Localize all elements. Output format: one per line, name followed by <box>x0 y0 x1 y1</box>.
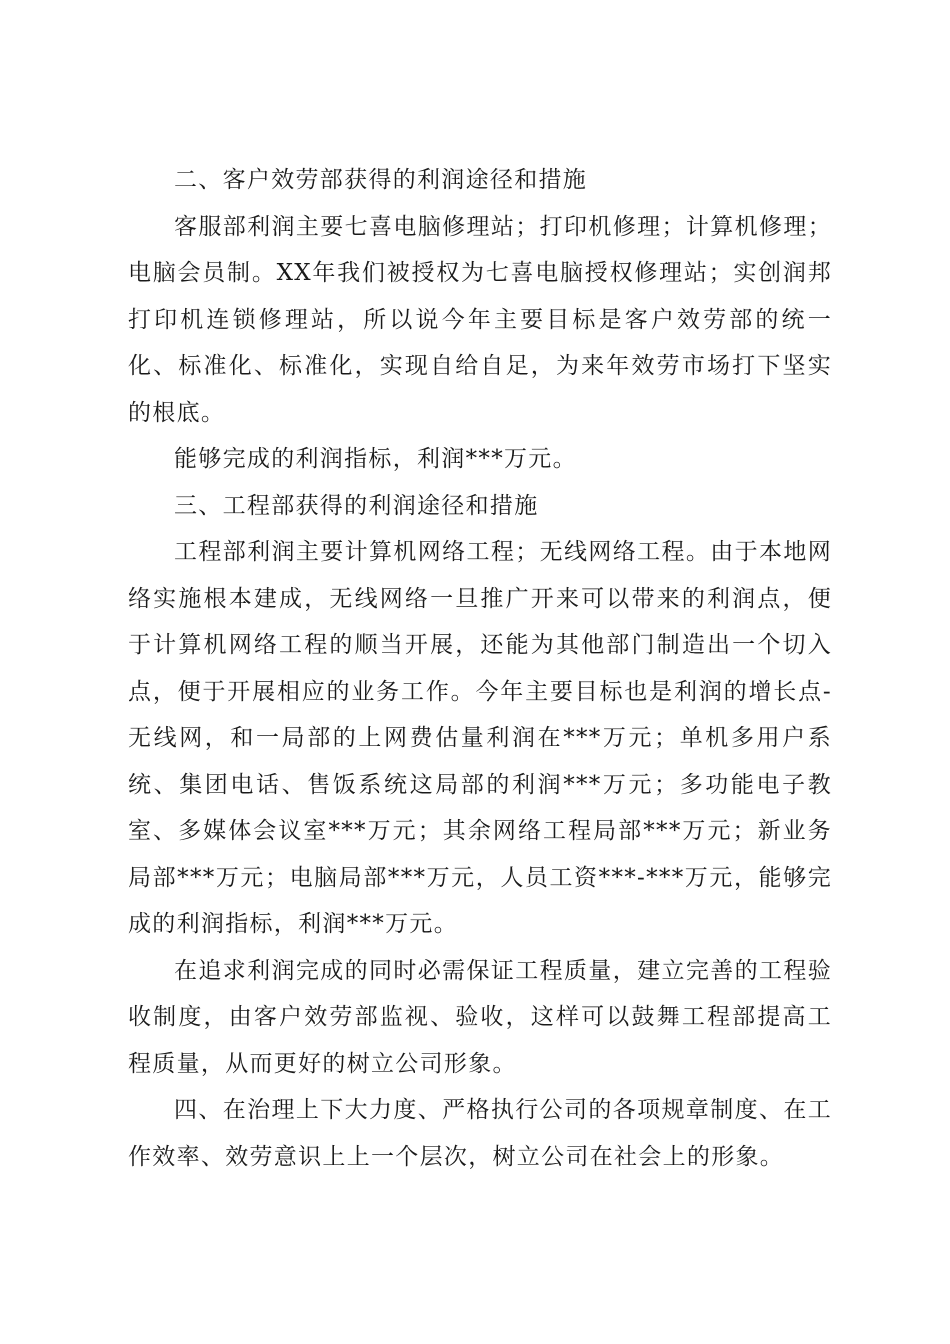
paragraph-engineering-quality: 在追求利润完成的同时必需保证工程质量，建立完善的工程验收制度，由客户效劳部监视、验收，这样可以鼓舞工程部提高工程质量，从而更好的树立公司形象。 <box>128 957 832 1077</box>
section-heading-management: 四、在治理上下大力度、严格执行公司的各项规章制度、在工作效率、效劳意识上上一个层次，树立公司在社会上的形象。 <box>128 1097 832 1170</box>
section-heading-customer-service: 二、客户效劳部获得的利润途径和措施 <box>174 167 588 193</box>
section-heading-engineering: 三、工程部获得的利润途径和措施 <box>174 492 539 519</box>
paragraph-customer-service-profit: 客服部利润主要七喜电脑修理站；打印机修理；计算机修理；电脑会员制。XX年我们被授权为七喜电脑授权修理站；实创润邦打印机连锁修理站，所以说今年主要目标是客户效劳部的统一化、标准化、标准化，实现自给自足，为来年效劳市场打下坚实的根底。 <box>128 213 832 426</box>
document-body <box>128 157 832 1180</box>
paragraph-customer-service-target: 能够完成的利润指标，利润***万元。 <box>174 446 577 472</box>
paragraph-engineering-profit: 工程部利润主要计算机网络工程；无线网络工程。由于本地网络实施根本建成，无线网络一旦推广开来可以带来的利润点，便于计算机网络工程的顺当开展，还能为其他部门制造出一个切入点，便于开展相应的业务工作。今年主要目标也是利润的增长点-无线网，和一局部的上网费估量利润在***万元；单机多用户系统、集团电话、售饭系统这局部的利润***万元；多功能电子教室、多媒体会议室***万元；其余网络工程局部***万元；新业务局部***万元；电脑局部***万元，人员工资***-***万元，能够完成的利润指标，利润***万元。 <box>128 539 832 937</box>
